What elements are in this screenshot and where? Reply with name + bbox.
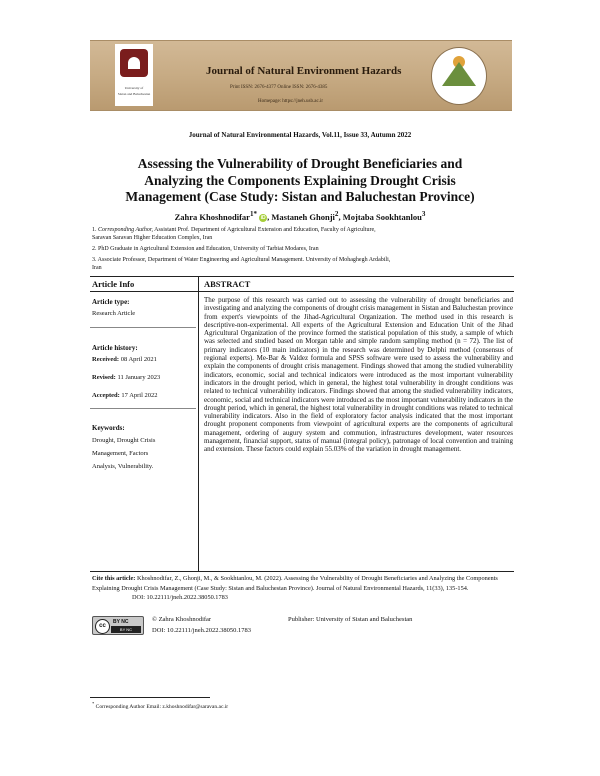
author-2-sup: 2 [334,210,339,218]
sidebar-divider-1 [90,327,196,328]
abstract-text: The purpose of this research was carried out to assessing the vulnerability of drought beneficiaries and investigating and analyzing the components of drought crisis management in Sistan and Baluchestan province from expert's viewpoints of the Jihad-Agricultural Organization. The method used in this research is descriptive-non-experimental. All experts of the Agricultural Extension and Education Unit of the Jihad Agricultural Organization of the province formed the statistical population of this study, a sample of which was selected and studied based on Morgan table and simple random sampling method (n = 72). The list of primary indicators (10 main indicators) in the research was determined by Delphi method (consensus of regional experts). Me-Bar & Valdez formula and SPSS software were used to assess the vulnerability and explain the components of drought crisis management. Findings showed that among the studied vulnerability indicators, economic, social and technical indicators were introduced as the most important vulnerability indicators in the drought period, which in general, the highest total vulnerability in drought conditions was related to technical vulnerability indicators. Findings showed that among the studied vulnerability indicators, economic, social and technical indicators were introduced as the most important vulnerability indicators in the drought period, which in general, the highest total vulnerability in drought conditions was related to technical vulnerability indicators. Also in the field of exploratory factor analysis indicated that the most important drought proponent components from viewpoint of agricultural experts are the components of agricultural management, ordering of augury system and commution, infrastructures development, water resources management, financial support, status of manual (integral policy), patronage of local convention and training and extension. These factors could explain 55.03% of the variation in drought management. [204,296,513,454]
logo-caption-1: University of [124,86,144,90]
revised-label: Revised: [92,374,116,381]
abstract-heading: ABSTRACT [204,279,251,289]
article-title [110,156,490,206]
license-doi[interactable]: DOI: 10.22111/jneh.2022.38050.1783 [152,627,251,634]
title-line-3: Management (Case Study: Sistan and Baluchestan Province) [125,189,475,204]
author-1-sup: 1* [249,210,258,218]
keywords-line-3: Analysis, Vulnerability. [92,463,154,470]
logo-caption-2: Sistan and Baluchestan [117,92,151,96]
footnote-rule [90,697,210,698]
aff-1-text: Assistant Prof. Department of Agricultural Extension and Education, Faculty of Agriculture, [153,227,376,233]
cc-license-badge[interactable] [92,616,144,635]
received-date [92,354,157,366]
keywords-line-1: Drought, Drought Crisis [92,437,156,444]
revised-date [92,372,160,384]
keywords-label: Keywords: [92,424,125,432]
title-line-2: Analyzing the Components Explaining Drought Crisis [144,172,456,188]
received-value: 08 April 2021 [119,356,157,363]
citation-block [92,574,514,603]
author-sep-2: , [338,211,343,222]
cc-bar: BY NC [111,626,141,633]
copyright-line: © Zahra Khoshnodifar [152,616,212,623]
author-3: Mojtaba Sookhtanlou [342,211,422,222]
accepted-label: Accepted: [92,392,120,399]
author-3-sup: 3 [421,210,426,218]
title-line-1: Assessing the Vulnerability of Drought Beneficiaries and [137,156,463,171]
article-info-heading: Article Info [92,279,135,289]
author-1: Zahra Khoshnodifar [174,211,250,222]
affiliation-1-line-2: Saravan Saravan Higher Education Complex, Iran [92,235,213,241]
received-label: Received: [92,356,120,363]
journal-title: Journal of Natural Environment Hazards [206,65,402,77]
publisher-line: Publisher: University of Sistan and Baluchestan [288,616,413,623]
journal-logo [431,47,487,105]
article-history-label: Article history: [92,344,138,352]
footnote-marker: * [92,701,95,706]
column-divider [198,276,199,571]
footnote-text: Corresponding Author Email: z.khoshnodifar@saravan.ac.ir [94,703,229,710]
issn-line: Print ISSN: 2676-4377 Online ISSN: 2676-4385 [230,85,328,90]
article-type-label: Article type: [92,298,130,306]
affiliation-1 [92,226,512,234]
author-list [80,210,520,222]
cite-label: Cite this article: [92,575,136,582]
citation-doi[interactable]: DOI: 10.22111/jneh.2022.38050.1783 [132,594,228,601]
aff-1-number: 1. [92,227,98,233]
author-sep-1: , [267,211,272,222]
university-logo [115,44,153,106]
mountain-icon [442,62,476,86]
homepage-link[interactable]: Homepage: https://jneh.usb.ac.ir [258,99,323,104]
university-crest-icon [120,49,148,77]
citation-text [92,574,514,593]
cite-text: Khoshnodifar, Z., Ghonji, M., & Sookhtanlou, M. (2022). Assessing the Vulnerability of Drought Beneficiaries and Analyzing the Components Explaining Drought Crisis Management (Case Study: Sistan and Baluchestan Province). Journal of Natural Environmental Hazards, 11(33), 135-154. [92,575,498,592]
footnote [92,701,228,710]
aff-1-role: Corresponding Author, [98,227,154,233]
cc-by-icon: BY NC [113,619,129,625]
author-2: Mastaneh Ghonji [271,211,335,222]
volume-line: Journal of Natural Environmental Hazards, Vol.11, Issue 33, Autumn 2022 [188,131,412,139]
revised-value: 11 January 2023 [115,374,161,381]
accepted-date [92,390,158,402]
section-bottom-rule [90,571,514,572]
section-top-rule [90,276,514,277]
sidebar-divider-2 [90,408,196,409]
section-header-rule [90,291,514,292]
keywords-line-2: Management, Factors [92,450,149,457]
cc-icon: cc [95,619,110,634]
article-type-value: Research Article [92,310,136,317]
orcid-icon[interactable]: iD [260,214,266,221]
affiliation-2: 2. PhD Graduate in Agricultural Extension and Education, University of Tarbiat Modares, Iran [92,246,319,252]
affiliation-3-line-2: Iran [92,265,102,271]
accepted-value: 17 April 2022 [119,392,158,399]
affiliation-3: 3. Associate Professor, Department of Water Engineering and Agricultural Management. University of Mohaghegh Ardabili, [92,257,391,263]
